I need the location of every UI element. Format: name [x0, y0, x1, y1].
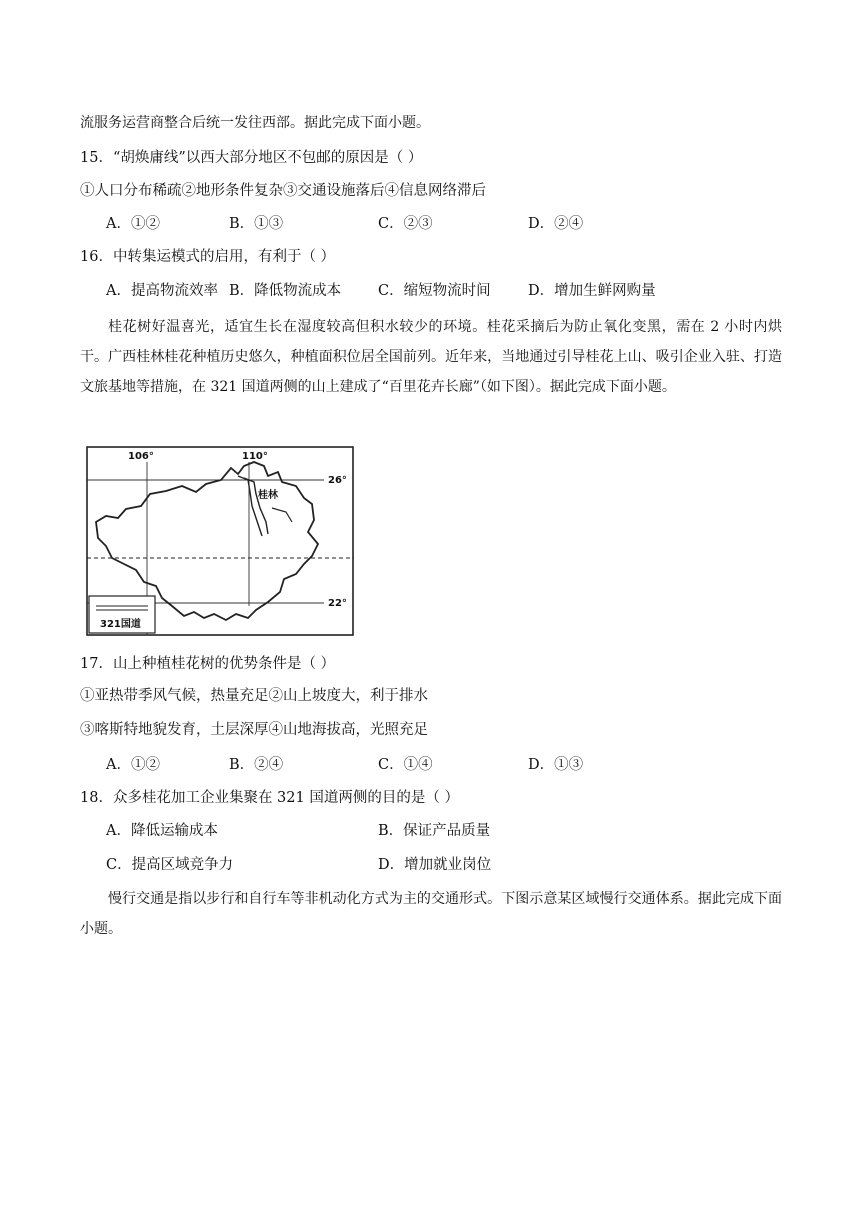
city-label-guilin: 桂林 [258, 490, 278, 501]
q16-option-d[interactable]: D．增加生鲜网购量 [528, 283, 656, 299]
q15-option-c[interactable]: C．②③ [378, 216, 433, 232]
q17-statements-1: ①亚热带季风气候，热量充足②山上坡度大，利于排水 [80, 688, 428, 704]
q18-stem: 18．众多桂花加工企业集聚在 321 国道两侧的目的是（ ） [80, 790, 459, 806]
lon-label-110: 110° [242, 451, 268, 462]
q17-option-b[interactable]: B．②④ [229, 757, 284, 773]
lat-label-26: 26° [328, 475, 347, 486]
q18-option-c[interactable]: C．提高区域竞争力 [106, 857, 234, 873]
lon-label-106: 106° [128, 451, 154, 462]
q18-option-d[interactable]: D．增加就业岗位 [378, 857, 492, 873]
q18-option-a[interactable]: A．降低运输成本 [106, 823, 218, 839]
q16-stem: 16．中转集运模式的启用，有利于（ ） [80, 249, 336, 265]
q17-option-d[interactable]: D．①③ [528, 757, 584, 773]
q15-option-b[interactable]: B．①③ [229, 216, 284, 232]
q15-statements: ①人口分布稀疏②地形条件复杂③交通设施落后④信息网络滞后 [80, 183, 486, 199]
guangxi-map [86, 446, 354, 636]
q17-option-c[interactable]: C．①④ [378, 757, 433, 773]
q16-option-b[interactable]: B．降低物流成本 [229, 283, 342, 299]
legend-label: 321国道 [100, 619, 141, 630]
q16-option-a[interactable]: A．提高物流效率 [106, 283, 218, 299]
passage-osmanthus: 桂花树好温喜光，适宜生长在湿度较高但积水较少的环境。桂花采摘后为防止氧化变黑，需在 2 小时内烘干。广西桂林桂花种植历史悠久，种植面积位居全国前列。近年来，当地通过引导桂花上山、吸引企业入驻、打造文旅基地等措施，在 321 国道两侧的山上建成了“百里花卉长廊”（如下图）。据此完成下面小题。 [80, 319, 782, 395]
q17-option-a[interactable]: A．①② [106, 757, 160, 773]
q16-option-c[interactable]: C．缩短物流时间 [378, 283, 491, 299]
q15-option-a[interactable]: A．①② [106, 216, 160, 232]
passage-slow-traffic: 慢行交通是指以步行和自行车等非机动化方式为主的交通形式。下图示意某区域慢行交通体系。据此完成下面小题。 [80, 891, 782, 937]
q15-option-d[interactable]: D．②④ [528, 216, 584, 232]
q18-option-b[interactable]: B．保证产品质量 [378, 823, 491, 839]
lat-label-22: 22° [328, 598, 347, 609]
intro-tail: 流服务运营商整合后统一发往西部。据此完成下面小题。 [80, 115, 430, 131]
q15-stem: 15．“胡焕庸线”以西大部分地区不包邮的原因是（ ） [80, 150, 423, 166]
q17-stem: 17．山上种植桂花树的优势条件是（ ） [80, 656, 336, 672]
q17-statements-2: ③喀斯特地貌发育，土层深厚④山地海拔高，光照充足 [80, 722, 428, 738]
